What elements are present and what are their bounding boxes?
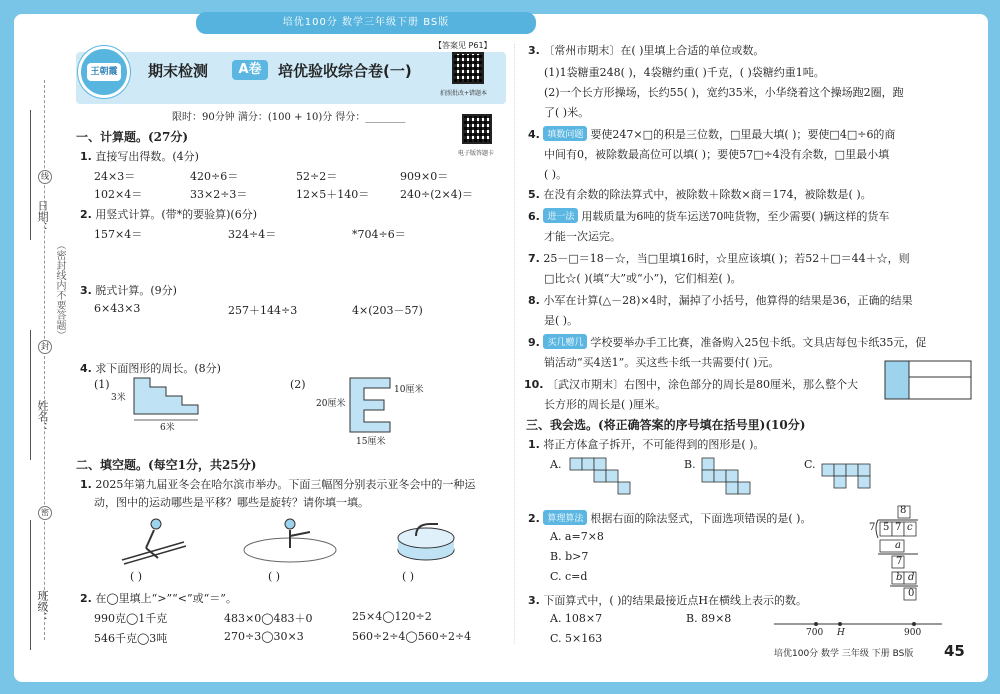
q1-r1c4: 909×0＝ <box>400 170 449 183</box>
q3-item-3: 4×(203－57) <box>352 304 423 317</box>
fig1-label: (1) <box>94 378 110 391</box>
c1-opt-a[interactable]: A. <box>550 458 562 471</box>
c1-text: 将正方体盒子拆开，不可能得到的图形是( )。 <box>543 438 765 451</box>
rq7-line-1 <box>528 250 910 266</box>
q3-text: 脱式计算。(9分) <box>95 284 177 297</box>
fq2-r1c2: 483×0◯483＋0 <box>224 612 313 625</box>
exam-meta: 限时：90分钟 满分：(100 + 10)分 得分：________ <box>172 112 406 123</box>
q1-r2c2: 33×2÷3＝ <box>190 188 248 201</box>
rq5-line <box>528 186 872 202</box>
c2-text: 根据右面的除法竖式，下面选项错误的是( )。 <box>590 512 812 525</box>
c2-opt-b[interactable]: B. b>7 <box>550 550 589 563</box>
rq4-text-a: 要使247×□的积是三位数，□里最大填( )；要使□4□÷6的商 <box>590 128 896 141</box>
rq6-tag: 进一法 <box>543 208 578 223</box>
q-number: 9. <box>528 336 540 349</box>
div-dividend-1: 5 <box>883 522 890 533</box>
long-division-figure <box>866 504 936 600</box>
fig2-label: (2) <box>290 378 306 391</box>
fig2-right-label: 10厘米 <box>394 385 424 395</box>
q-number: 1. <box>528 438 540 451</box>
qr-code-icon <box>452 52 484 84</box>
date-label: 日期： <box>36 200 49 233</box>
fq2-r1c1: 990克◯1千克 <box>94 612 168 625</box>
rq6-line-2: 才能一次运完。 <box>544 230 621 243</box>
cube-net-a <box>568 456 638 500</box>
div-divisor: 7 <box>869 522 876 533</box>
div-dividend-2: 7 <box>895 522 902 533</box>
rq5-text: 在没有余数的除法算式中，被除数＋除数×商＝174，被除数是( )。 <box>543 188 872 201</box>
rectangle-figure <box>884 360 974 402</box>
q3-item-1: 6×43×3 <box>94 302 141 315</box>
fq2-text: 在◯里填上“>”“<”或“＝”。 <box>95 592 237 605</box>
q3-prompt <box>80 282 177 298</box>
section-2-title: 二、填空题。(每空1分，共25分) <box>76 458 257 472</box>
c1-opt-c[interactable]: C. <box>804 458 816 471</box>
q-number: 4. <box>528 128 540 141</box>
rq10-text-a: 〔武汉市期末〕右图中，涂色部分的周长是80厘米，那么整个大 <box>547 378 858 391</box>
nl-label-700: 700 <box>806 628 824 638</box>
answer-reference: 【答案见 P61】 <box>434 41 492 50</box>
c2-tag: 算理算法 <box>543 510 587 525</box>
q1-r2c4: 240÷(2×4)＝ <box>400 188 474 201</box>
c1-opt-b[interactable]: B. <box>684 458 696 471</box>
rq8-line-1 <box>528 292 913 308</box>
qr-caption: 拍照批改+错题本 <box>440 90 488 97</box>
q2-item-2: 324÷4＝ <box>228 228 277 241</box>
fig1-height-label: 3米 <box>111 393 126 403</box>
section-1-title: 一、计算题。(27分) <box>76 130 189 144</box>
nl-label-900: 900 <box>904 628 922 638</box>
seal-mark-mi: 密 <box>38 506 52 520</box>
class-label: 班级： <box>36 590 49 623</box>
c2-prompt <box>528 510 811 526</box>
q-number: 6. <box>528 210 540 223</box>
c3-opt-c[interactable]: C. 5×163 <box>550 632 603 645</box>
seal-note: （密封线内不要答题） <box>54 240 65 340</box>
cube-net-b <box>700 456 770 500</box>
rq9-line-1 <box>528 334 926 350</box>
nl-label-h: H <box>837 628 845 638</box>
rq9-text-a: 学校要举办手工比赛，准备购入25包卡纸。文具店每包卡纸35元，促 <box>590 336 927 349</box>
seal-line <box>44 80 45 640</box>
div-d: d <box>908 572 915 583</box>
q1-prompt <box>80 148 199 164</box>
q-number: 5. <box>528 188 540 201</box>
fig2-width-label: 15厘米 <box>356 437 386 447</box>
seal-mark-xian: 线 <box>38 170 52 184</box>
fq2-prompt <box>80 590 237 606</box>
c1-prompt <box>528 436 764 452</box>
rq3-line-3: (2)一个长方形操场，长约55( )，宽约35米，小华绕着这个操场跑2圈，跑 <box>544 86 904 99</box>
rq9-tag: 买几赠几 <box>543 334 587 349</box>
q-number: 2. <box>528 512 540 525</box>
q1-r1c1: 24×3＝ <box>94 170 136 183</box>
q-number: 4. <box>80 362 92 375</box>
skier-icon <box>118 514 188 566</box>
rq8-text-a: 小军在计算(△－28)×4时，漏掉了小括号，他算得的结果是36，正确的结果 <box>543 294 913 307</box>
q-number: 1. <box>80 478 92 491</box>
fq1-line-1 <box>80 476 475 492</box>
fq1-line-2: 动，图中的运动哪些是平移？哪些是旋转？请你填一填。 <box>94 496 369 509</box>
q2-text: 用竖式计算。(带*的要验算)(6分) <box>95 208 258 221</box>
rq3-line-2: (1)1袋糖重248( )，4袋糖约重( )千克，( )袋糖约重1吨。 <box>544 66 825 79</box>
fq2-r2c2: 270÷3◯30×3 <box>224 630 304 643</box>
q1-r1c2: 420÷6＝ <box>190 170 239 183</box>
q4-prompt <box>80 360 221 376</box>
div-remainder-7: 7 <box>896 556 903 567</box>
q-number: 8. <box>528 294 540 307</box>
rq6-line-1 <box>528 208 889 224</box>
fq2-r1c3: 25×4◯120÷2 <box>352 610 432 623</box>
qr-code-icon-2 <box>462 114 492 144</box>
paper-badge: A卷 <box>232 60 268 80</box>
top-banner: 培优100分 数学三年级下册 BS版 <box>196 12 536 34</box>
column-divider <box>514 44 515 644</box>
q4-text: 求下面图形的周长。(8分) <box>95 362 221 375</box>
q-number: 3. <box>528 594 540 607</box>
c2-opt-a[interactable]: A. a=7×8 <box>550 530 604 543</box>
q1-r2c1: 102×4＝ <box>94 188 143 201</box>
rq7-text-a: 25－□＝18－☆，当□里填16时，☆里应该填( )；若52＋□＝44＋☆，则 <box>543 252 910 265</box>
q2-prompt <box>80 206 257 222</box>
section-3-title: 三、我会选。(将正确答案的序号填在括号里)(10分) <box>526 418 806 432</box>
brand-logo <box>78 46 130 98</box>
rq10-line-1 <box>524 376 858 392</box>
name-label: 姓名： <box>36 400 49 433</box>
fq2-r2c3: 560÷2÷4◯560÷2÷4 <box>352 630 472 643</box>
fig1-width-label: 6米 <box>160 423 175 433</box>
cube-net-c <box>820 462 890 500</box>
fq1-answer-3[interactable]: ( ) <box>402 570 415 583</box>
div-zero: 0 <box>908 588 915 599</box>
c3-prompt <box>528 592 807 608</box>
c2-opt-c[interactable]: C. c=d <box>550 570 588 583</box>
q2-item-3: *704÷6＝ <box>352 228 406 241</box>
rq10-line-2: 长方形的周长是( )厘米。 <box>544 398 667 411</box>
fq1-answer-2[interactable]: ( ) <box>268 570 281 583</box>
qr-caption-2: 电子版答题卡 <box>458 150 495 157</box>
q-number: 3. <box>80 284 92 297</box>
fig2-height-label: 20厘米 <box>316 399 346 409</box>
rq7-line-2: □比☆( )(填“大”或“小”)，它们相差( )。 <box>544 272 742 285</box>
seal-mark-feng: 封 <box>38 340 52 354</box>
rq6-text-a: 用载质量为6吨的货车运送70吨货物，至少需要( )辆这样的货车 <box>581 210 890 223</box>
page-footer: 培优100分 数学 三年级 下册 BS版 <box>774 649 914 659</box>
rq3-line-4: 了( )米。 <box>544 106 590 119</box>
q3-item-2: 257＋144÷3 <box>228 304 298 317</box>
date-line <box>30 110 31 240</box>
q1-r1c3: 52÷2＝ <box>296 170 338 183</box>
c3-text: 下面算式中，( )的结果最接近点H在横线上表示的数。 <box>543 594 808 607</box>
skater-icon <box>240 514 340 566</box>
binding-margin <box>14 40 70 680</box>
div-a: a <box>895 540 901 551</box>
div-b: b <box>896 572 903 583</box>
rq8-line-2: 是( )。 <box>544 314 579 327</box>
exam-subtitle: 培优验收综合卷(一) <box>278 62 412 80</box>
exam-title: 期末检测 <box>148 62 209 80</box>
div-quotient: 8 <box>900 505 907 516</box>
q1-text: 直接写出得数。(4分) <box>95 150 199 163</box>
q-number: 7. <box>528 252 540 265</box>
div-dividend-3: c <box>907 522 913 533</box>
logo-text: 王朝霞 <box>87 63 121 81</box>
rq3-line-1 <box>528 42 764 58</box>
page-number: 45 <box>944 642 965 660</box>
rq4-line-1 <box>528 126 895 142</box>
fq1-answer-1[interactable]: ( ) <box>130 570 143 583</box>
q1-r2c3: 12×5＋140＝ <box>296 188 370 201</box>
rq4-line-3: ( )。 <box>544 168 568 181</box>
q-number: 3. <box>528 44 540 57</box>
q-number: 1. <box>80 150 92 163</box>
fq1-text-a: 2025年第九届亚冬会在哈尔滨市举办。下面三幅图分别表示亚冬会中的一种运 <box>95 478 476 491</box>
q2-item-1: 157×4＝ <box>94 228 143 241</box>
c3-opt-b[interactable]: B. 89×8 <box>686 612 732 625</box>
name-line <box>30 330 31 460</box>
q-number: 10. <box>524 378 544 391</box>
c3-opt-a[interactable]: A. 108×7 <box>550 612 603 625</box>
q-number: 2. <box>80 208 92 221</box>
class-line <box>30 520 31 650</box>
rq4-tag: 填数问题 <box>543 126 587 141</box>
rq4-line-2: 中间有0，被除数最高位可以填( )；要使57□÷4没有余数，□里最小填 <box>544 148 890 161</box>
q-number: 2. <box>80 592 92 605</box>
fq2-r2c1: 546千克◯3吨 <box>94 632 168 645</box>
rq9-line-2: 销活动“买4送1”。买这些卡纸一共需要付( )元。 <box>544 356 780 369</box>
curling-stone-icon <box>394 518 458 564</box>
rq3-text-a: 〔常州市期末〕在( )里填上合适的单位或数。 <box>543 44 765 57</box>
